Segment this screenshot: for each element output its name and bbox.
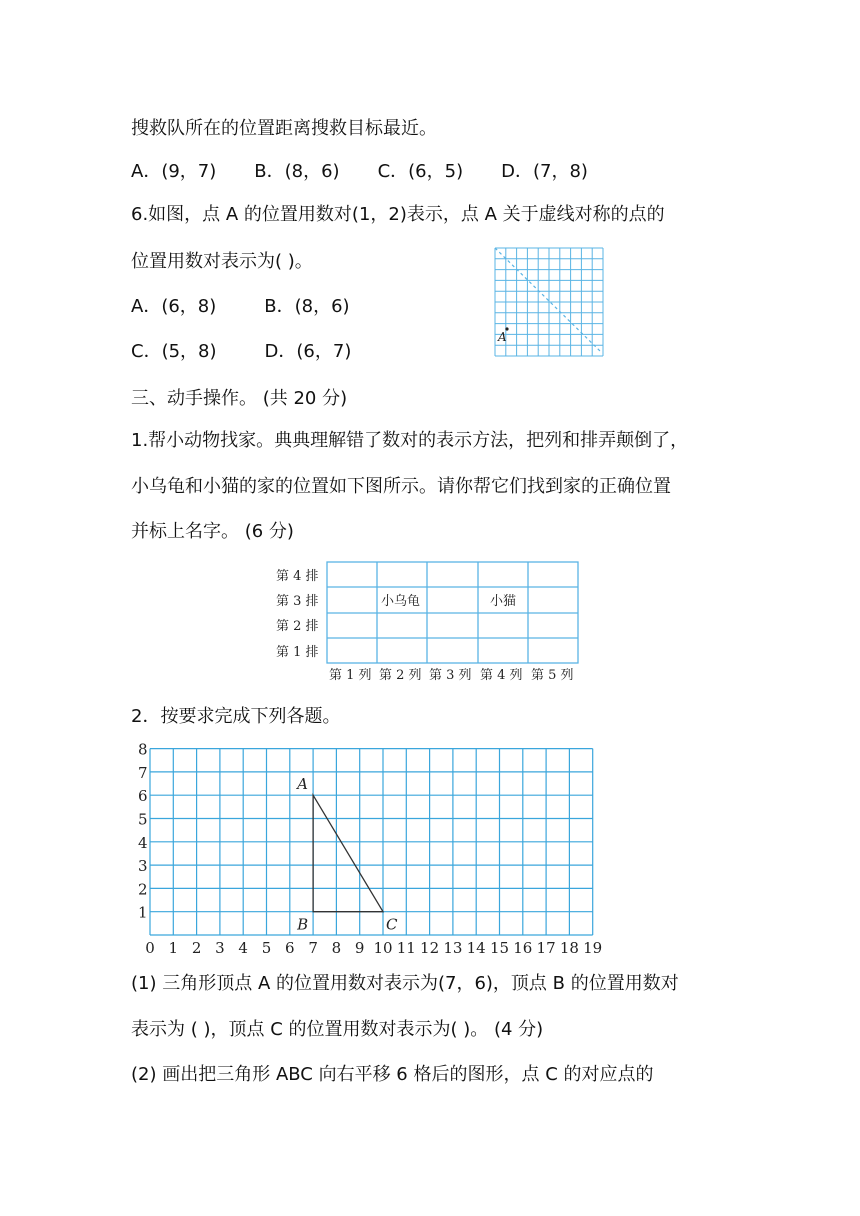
triangle-abc [313,795,383,912]
x-tick-label: 8 [331,939,342,957]
cat-label: 小猫 [490,594,517,609]
p1-line2: 小乌龟和小猫的家的位置如下图所示。请你帮它们找到家的正确位置 [131,476,671,497]
y-tick-label: 2 [138,880,148,899]
x-tick-label: 9 [354,939,365,957]
col-label-1: 第 1 列 [329,668,372,683]
vertex-b-label: B [297,915,309,934]
y-tick-label: 8 [138,740,148,759]
q6-option-a: A．(6，8) [131,296,217,317]
x-tick-label: 12 [420,939,440,957]
q5-option-a: A．(9，7) [131,161,217,182]
col-label-3: 第 3 列 [429,668,472,683]
col-label-5: 第 5 列 [531,668,574,683]
p2-sub2-line1: (2) 画出把三角形 ABC 向右平移 6 格后的图形，点 C 的对应点的 [131,1064,654,1085]
x-tick-label: 13 [443,939,463,957]
q5-options [131,160,626,184]
p2-sub1-line2: 表示为 ( )，顶点 C 的位置用数对表示为( )。 (4 分) [131,1019,544,1040]
x-tick-label: 11 [396,939,416,957]
q6-point-a-label: A [498,330,507,344]
x-tick-label: 3 [215,939,225,957]
q5-tail-text: 搜救队所在的位置距离搜救目标最近。 [131,118,437,139]
p1-line1: 1.帮小动物找家。典典理解错了数对的表示方法，把列和排弄颠倒了， [131,430,689,451]
y-tick-label: 3 [138,857,148,876]
q6-line2: 位置用数对表示为( )。 [131,251,313,272]
vertex-c-label: C [386,915,398,934]
q5-option-c: C．(6，5) [377,161,464,182]
x-tick-label: 4 [238,939,248,957]
vertex-a-label: A [297,775,308,794]
section3-title: 三、动手操作。 (共 20 分) [131,388,348,409]
x-tick-label: 17 [536,939,556,957]
x-tick-label: 7 [308,939,318,957]
x-tick-label: 5 [261,939,272,957]
p2-sub1-line1: (1) 三角形顶点 A 的位置用数对表示为(7，6)，顶点 B 的位置用数对 [131,973,679,994]
row-label-2: 第 2 排 [276,619,319,634]
x-tick-label: 10 [373,939,393,957]
x-tick-label: 0 [145,939,155,957]
q6-option-b: B．(8，6) [264,296,350,317]
y-tick-label: 6 [138,787,148,806]
q6-symmetry-grid [492,245,606,357]
y-tick-label: 1 [138,903,148,922]
x-tick-label: 2 [191,939,202,957]
turtle-label: 小乌龟 [381,594,421,609]
row-label-1: 第 1 排 [276,645,319,660]
row-label-3: 第 3 排 [276,594,319,609]
x-tick-label: 1 [168,939,179,957]
row-label-4: 第 4 排 [276,569,319,584]
q6-options-row2 [131,340,389,364]
x-tick-label: 19 [583,939,603,957]
x-tick-label: 14 [466,939,486,957]
x-tick-label: 16 [513,939,533,957]
y-tick-label: 7 [138,763,148,782]
q5-option-b: B．(8，6) [254,161,340,182]
x-tick-label: 6 [285,939,295,957]
q6-option-d: D．(6，7) [264,341,352,362]
q6-options-row1 [131,295,388,319]
y-tick-label: 4 [138,833,148,852]
y-tick-label: 5 [138,810,148,829]
p2-title: 2．按要求完成下列各题。 [131,706,341,727]
x-tick-label: 15 [489,939,510,957]
p2-coordinate-grid [130,738,620,960]
q6-line1: 6.如图，点 A 的位置用数对(1，2)表示，点 A 关于虚线对称的点的 [131,204,665,225]
q5-option-d: D．(7，8) [501,161,588,182]
p1-line3: 并标上名字。 (6 分) [131,521,294,542]
col-label-4: 第 4 列 [480,668,523,683]
p1-house-table [270,558,590,686]
q6-option-c: C．(5，8) [131,341,217,362]
col-label-2: 第 2 列 [379,668,422,683]
x-tick-label: 18 [559,939,579,957]
